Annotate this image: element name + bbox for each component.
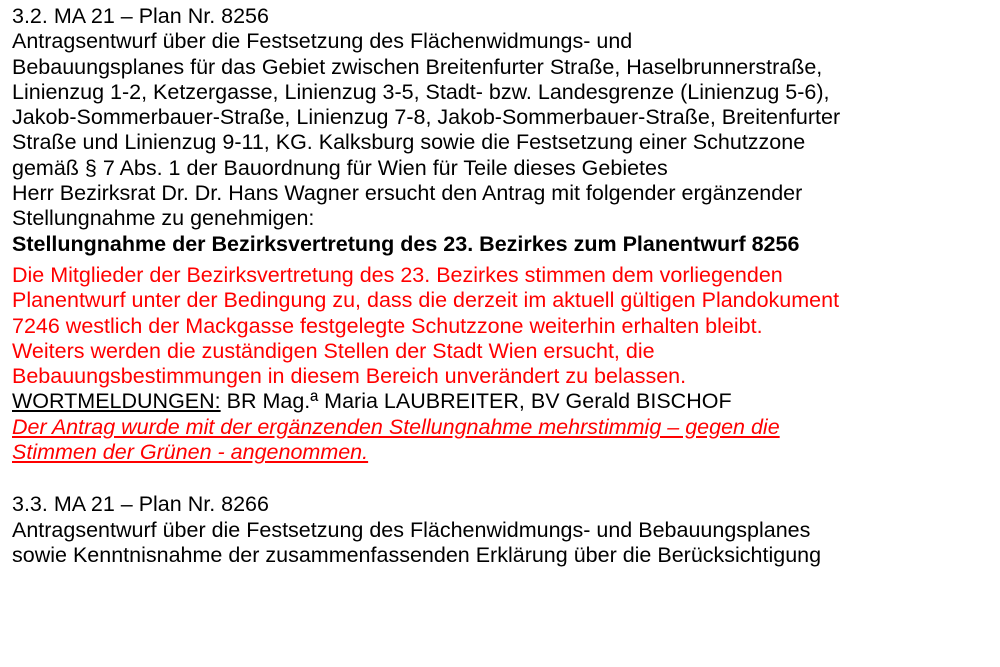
description-line: Linienzug 1-2, Ketzergasse, Linienzug 3-5, Stadt- bzw. Landesgrenze (Linienzug 5-6), — [12, 79, 830, 104]
description-line: Antragsentwurf über die Festsetzung des Flächenwidmungs- und — [12, 29, 633, 54]
request-line: Herr Bezirksrat Dr. Dr. Hans Wagner ersucht den Antrag mit folgender ergänzender — [12, 181, 803, 206]
statement-line: 7246 westlich der Mackgasse festgelegte Schutzzone weiterhin erhalten bleibt. — [12, 313, 763, 338]
description-line: Straße und Linienzug 9-11, KG. Kalksburg sowie die Festsetzung einer Schutzzone — [12, 130, 806, 155]
section-heading: 3.3. MA 21 – Plan Nr. 8266 — [12, 492, 269, 517]
description-line: Jakob-Sommerbauer-Straße, Linienzug 7-8, Jakob-Sommerbauer-Straße, Breitenfurter — [12, 105, 841, 130]
description-line: sowie Kenntnisnahme der zusammenfassenden Erklärung über die Berücksichtigung — [12, 542, 822, 567]
section-3-2 — [12, 4, 994, 465]
spacer — [12, 465, 994, 492]
section-heading: 3.2. MA 21 – Plan Nr. 8256 — [12, 4, 269, 28]
result-line: Stimmen der Grünen - angenommen. — [12, 440, 369, 465]
description-line: Bebauungsplanes für das Gebiet zwischen Breitenfurter Straße, Haselbrunnerstraße, — [12, 54, 823, 79]
request-line: Stellungnahme zu genehmigen: — [12, 206, 315, 231]
speeches-names: BR Mag.ª Maria LAUBREITER, BV Gerald BISCHOF — [220, 389, 732, 414]
statement-line: Bebauungsbestimmungen in diesem Bereich unverändert zu belassen. — [12, 364, 687, 389]
statement-line: Die Mitglieder der Bezirksvertretung des 23. Bezirkes stimmen dem vorliegenden — [12, 262, 783, 287]
section-3-3 — [12, 492, 994, 568]
plan-description — [12, 29, 994, 181]
result-line: Der Antrag wurde mit der ergänzenden Stellungnahme mehrstimmig – gegen die — [12, 414, 780, 439]
statement-heading: Stellungnahme der Bezirksvertretung des 23. Bezirkes zum Planentwurf 8256 — [12, 231, 800, 256]
statement-line: Planentwurf unter der Bedingung zu, dass die derzeit im aktuell gültigen Plandokument — [12, 288, 840, 313]
document-page — [12, 4, 994, 568]
speeches-label: WORTMELDUNGEN: — [12, 389, 221, 414]
description-line: gemäß § 7 Abs. 1 der Bauordnung für Wien für Teile dieses Gebietes — [12, 155, 668, 180]
request-text — [12, 181, 994, 232]
speeches-row — [12, 389, 994, 414]
plan-description — [12, 518, 994, 569]
description-line: Antragsentwurf über die Festsetzung des Flächenwidmungs- und Bebauungsplanes — [12, 517, 811, 542]
statement-line: Weiters werden die zuständigen Stellen der Stadt Wien ersucht, die — [12, 338, 655, 363]
statement-text — [12, 263, 994, 389]
vote-result — [12, 415, 994, 466]
